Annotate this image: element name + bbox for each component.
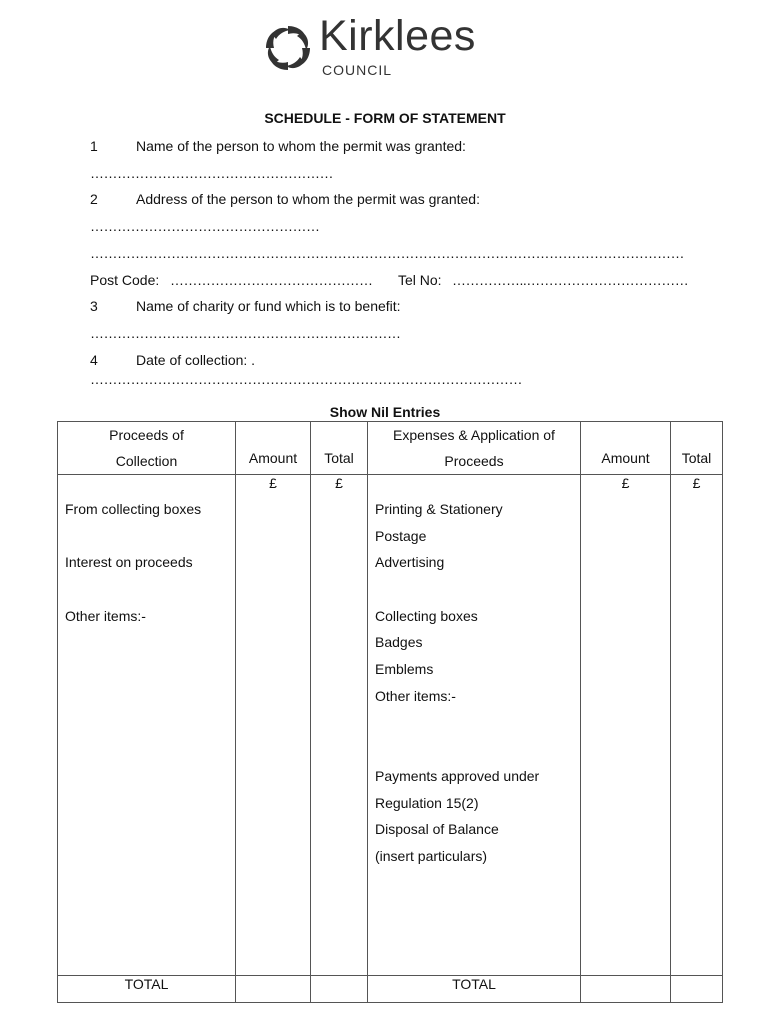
expenses-total-total-cell[interactable]	[671, 976, 723, 1003]
question-2-number: 2	[90, 191, 98, 207]
proceeds-item: Other items:-	[65, 608, 146, 624]
question-3-number: 3	[90, 298, 98, 314]
proceeds-header-line-1: Proceeds of	[109, 427, 184, 443]
kirklees-swirl-icon	[262, 22, 314, 74]
proceeds-items-cell	[58, 475, 236, 976]
question-3-label: Name of charity or fund which is to benefit:	[136, 298, 401, 314]
question-2-answer-line-2[interactable]: ……………………………………………………………………………………………………………………	[90, 245, 684, 261]
expenses-total-label: Total	[681, 450, 712, 466]
expenses-item: Postage	[375, 528, 427, 544]
proceeds-item: From collecting boxes	[65, 501, 202, 517]
currency-symbol: £	[621, 475, 630, 491]
question-4-answer-line[interactable]: ……………………………………………………………………………………	[90, 371, 522, 387]
expenses-total-header	[671, 422, 723, 475]
proceeds-amount-header	[236, 422, 311, 475]
question-3-answer-line[interactable]: ……………………………………………………………	[90, 325, 401, 341]
expenses-item: Printing & Stationery	[375, 501, 503, 517]
postcode-label: Post Code:	[90, 272, 160, 288]
expenses-item: Collecting boxes	[375, 608, 478, 624]
proceeds-amount-cell[interactable]	[236, 475, 311, 976]
logo-subtitle: COUNCIL	[322, 62, 393, 78]
table-header-row	[58, 422, 723, 475]
question-1-label: Name of the person to whom the permit was granted:	[136, 138, 466, 154]
expenses-header-line-2: Proceeds	[444, 453, 504, 469]
expenses-item: Advertising	[375, 554, 445, 570]
proceeds-total-label-cell: TOTAL	[58, 976, 236, 1003]
show-nil-entries-note: Show Nil Entries	[329, 404, 441, 420]
expenses-header	[368, 422, 581, 475]
currency-symbol: £	[692, 475, 701, 491]
question-1-number: 1	[90, 138, 98, 154]
form-title: SCHEDULE - FORM OF STATEMENT	[264, 110, 506, 126]
expenses-item: Disposal of Balance	[375, 821, 499, 837]
proceeds-total-total-cell[interactable]	[311, 976, 368, 1003]
expenses-total-amount-cell[interactable]	[581, 976, 671, 1003]
expenses-header-line-1: Expenses & Application of	[393, 427, 555, 443]
logo-wordmark: Kirklees	[319, 12, 476, 60]
table-body-row	[58, 475, 723, 976]
tel-answer-line[interactable]: ……………..………………………………	[452, 272, 689, 288]
proceeds-amount-label: Amount	[248, 450, 298, 466]
expenses-amount-cell[interactable]	[581, 475, 671, 976]
proceeds-header	[58, 422, 236, 475]
question-4-label: Date of collection: .	[136, 352, 256, 368]
expenses-items-cell	[368, 475, 581, 976]
kirklees-logo	[262, 12, 492, 82]
proceeds-total-header	[311, 422, 368, 475]
proceeds-total-cell[interactable]	[311, 475, 368, 976]
expenses-amount-header	[581, 422, 671, 475]
question-2-label: Address of the person to whom the permit was granted:	[136, 191, 480, 207]
expenses-amount-label: Amount	[601, 450, 650, 466]
currency-symbol: £	[335, 475, 343, 491]
statement-table	[57, 421, 723, 1003]
proceeds-total-amount-cell[interactable]	[236, 976, 311, 1003]
proceeds-total-label: Total	[324, 450, 354, 466]
expenses-item: Emblems	[375, 661, 434, 677]
expenses-item: Payments approved under	[375, 768, 540, 784]
question-1-answer-line[interactable]: ………………………………………………	[90, 165, 333, 181]
expenses-total-cell[interactable]	[671, 475, 723, 976]
expenses-total-label-cell: TOTAL	[368, 976, 581, 1003]
proceeds-header-line-2: Collection	[115, 453, 178, 469]
question-2-answer-line-1[interactable]: ……………………………………………	[90, 218, 320, 234]
tel-label: Tel No:	[398, 272, 442, 288]
expenses-item: (insert particulars)	[375, 848, 488, 864]
proceeds-item: Interest on proceeds	[65, 554, 193, 570]
postcode-answer-line[interactable]: ………………………………………	[170, 272, 373, 288]
question-4-number: 4	[90, 352, 98, 368]
expenses-item: Regulation 15(2)	[375, 795, 479, 811]
expenses-item: Badges	[375, 634, 423, 650]
expenses-item: Other items:-	[375, 688, 456, 704]
table-total-row	[58, 976, 723, 1003]
currency-symbol: £	[269, 475, 277, 491]
